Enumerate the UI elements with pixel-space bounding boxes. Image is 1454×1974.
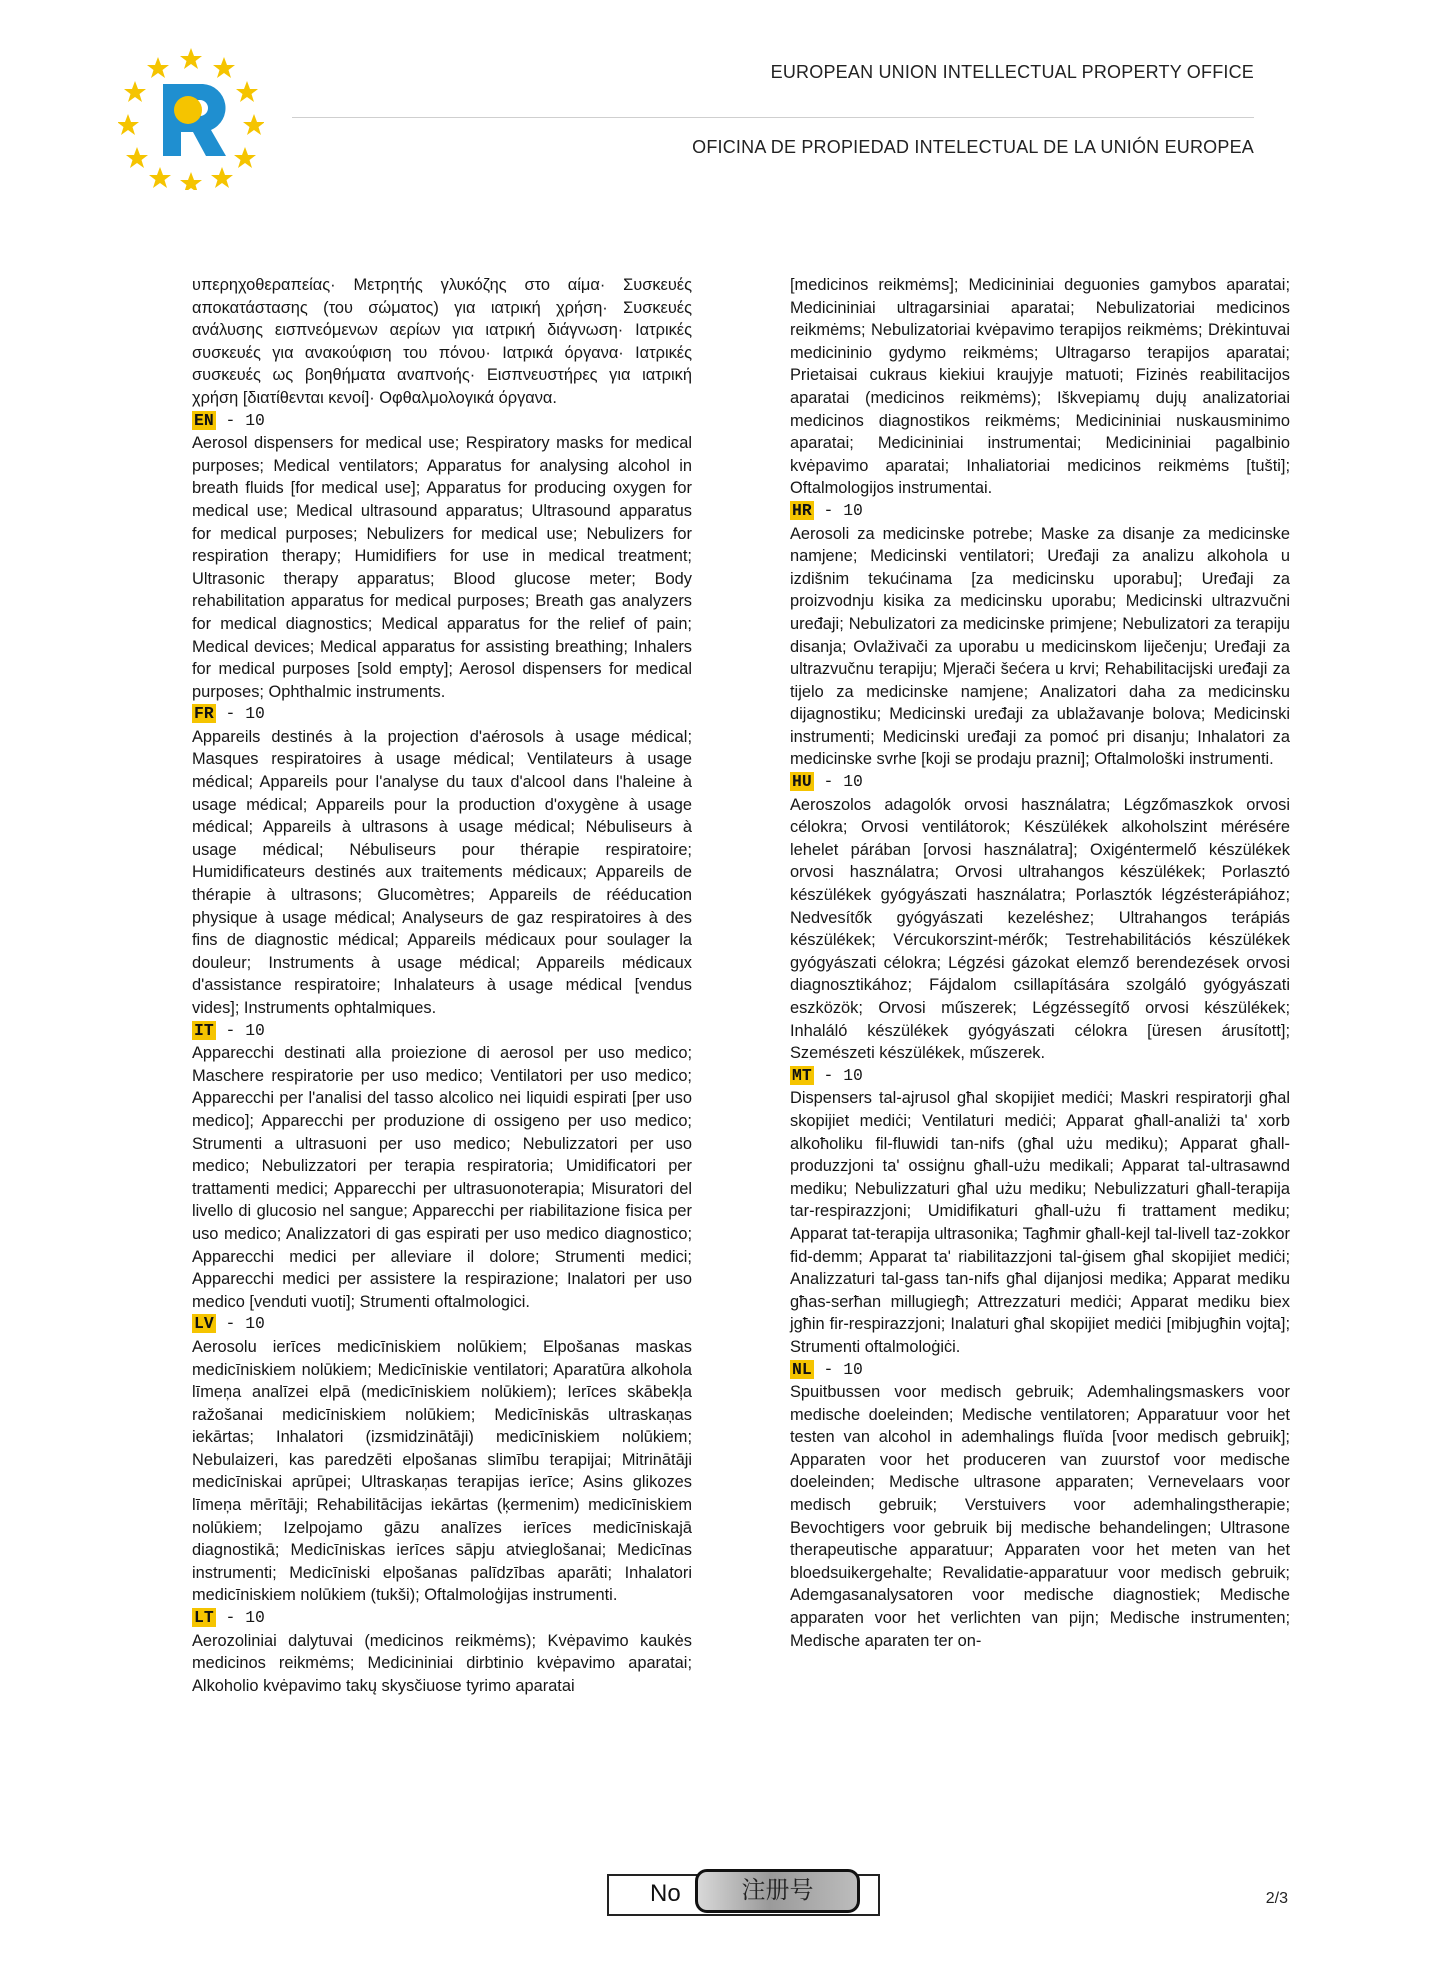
- lang-code-badge: HR: [792, 500, 812, 520]
- header-divider: [292, 117, 1254, 118]
- lang-heading-lt: [192, 1607, 692, 1630]
- class-number: - 10: [225, 410, 265, 430]
- goods-text-fr: Appareils destinés à la projection d'aérosols à usage médical; Masques respiratoires à usage médical; Ventilateurs à usage médical; Appareils pour l'analyse du taux d'alcool dans l'haleine à usage médical; Appareils pour la production d'oxygène à usage médical; Appareils à ultrasons à usage médical; Nébuliseurs à usage médical; Nébuliseurs pour thérapie respiratoire; Humidificateurs destinés aux traitements médicaux; Appareils de thérapie à ultrasons; Glucomètres; Appareils de rééducation physique à usage médical; Analyseurs de gaz respiratoires à des fins de diagnostic médical; Appareils médicaux pour soulager la douleur; Instruments à usage médical; Appareils médicaux d'assistance respiratoire; Inhalateurs à usage médical [vendus vides]; Instruments ophtalmiques.: [192, 727, 692, 1017]
- lang-heading-mt: [790, 1065, 1290, 1088]
- goods-text-hr: Aerosoli za medicinske potrebe; Maske za disanje za medicinske namjene; Medicinski ventilatori; Uređaji za analizu alkohola u izdišnim tekućinama [za medicinsku uporabu]; Uređaji za proizvodnju kisika za medicinsku uporabu; Medicinski ultrazvučni uređaji; Nebulizatori za medicinske primjene; Nebulizatori za terapiju disanja; Ovlaživači za uporabu u medicinskom liječenju; Uređaji za ultrazvučnu terapiju; Mjerači šećera u krvi; Rehabilitacijski uređaji za tijelo za medicinske namjene; Analizatori daha za medicinsku dijagnostiku; Medicinski uređaji za ublažavanje bolova; Medicinski instrumenti; Medicinski uređaji za pomoć pri disanju; Inhalatori za medicinske svrhe [koji se prodaju prazni]; Oftalmološki instrumenti.: [790, 524, 1290, 769]
- greek-continuation-text: υπερηχοθεραπείας· Μετρητής γλυκόζης στο αίμα· Συσκευές αποκατάστασης (του σώματος) για ιατρική χρήση· Συσκευές ανάλυσης εισπνεόμενων αερίων για ιατρική διάγνωση· Ιατρικές συσκευές για ανακούφιση του πόνου· Ιατρικά όργανα· Ιατρικές συσκευές ως βοηθήματα αναπνοής· Εισπνευστήρες για ιατρική χρήση [διατίθενται κενοί]· Οφθαλμολογικά όργανα.: [192, 276, 692, 407]
- lang-code-badge: LT: [194, 1608, 214, 1628]
- lang-code-badge: NL: [792, 1359, 812, 1379]
- lang-heading-lv: [192, 1313, 692, 1336]
- goods-text-mt: Dispensers tal-ajrusol għal skopijiet mediċi; Maskri respiratorji għal skopijiet mediċi; Ventilaturi mediċi; Apparat għall-analiżi ta' xorb alkoħoliku fil-fluwidi tan-nifs (għal użu mediku); Apparat għall-produzzjoni ta' ossiġnu għall-użu medikali; Apparat tal-ultrasawnd mediku; Nebulizzaturi għal użu mediku; Nebulizzaturi għall-terapija tar-respirazzjoni; Umidifikaturi għall-użu fi trattament mediku; Apparat tat-terapija ultrasonika; Tagħmir għall-kejl tal-livell taz-zokkor fid-demm; Apparat ta' riabilitazzjoni tal-ġisem għal skopijiet mediċi; Analizzaturi tal-gass tan-nifs għal dijanjosi medika; Apparat mediku għas-serħan millugiegħ; Attrezzaturi mediċi; Apparat mediku biex jgħin fir-respirazzjoni; Inalaturi għal skopijiet mediċi [mibjugħin vojta]; Strumenti oftalmoloġiċi.: [790, 1089, 1290, 1356]
- lang-code-badge: FR: [194, 704, 214, 724]
- goods-text-it: Apparecchi destinati alla proiezione di aerosol per uso medico; Maschere respiratorie per uso medico; Ventilatori per uso medico; Apparecchi per l'analisi del tasso alcolico nei liquidi espirati [per uso medico]; Apparecchi per produzione di ossigeno per uso medico; Strumenti a ultrasuoni per uso medico; Nebulizzatori per uso medico; Nebulizzatori per terapia respiratoria; Umidificatori per trattamenti medici; Apparecchi per ultrasuonoterapia; Misuratori del livello di glucosio nel sangue; Apparecchi per riabilitazione fisica per uso medico; Analizzatori di gas espirati per uso medico diagnostico; Apparecchi medici per alleviare il dolore; Strumenti medici; Apparecchi medici per assistere la respirazione; Inalatori per uso medico [venduti vuoti]; Strumenti oftalmologici.: [192, 1044, 692, 1311]
- class-number: - 10: [225, 704, 265, 724]
- class-number: - 10: [225, 1314, 265, 1334]
- class-number: - 10: [823, 500, 863, 520]
- header-office-name-en: EUROPEAN UNION INTELLECTUAL PROPERTY OFFICE: [770, 62, 1254, 82]
- goods-text-lt: Aerozoliniai dalytuvai (medicinos reikmėms); Kvėpavimo kaukės medicinos reikmėms; Medicininiai dirbtinio kvėpavimo aparatai; Alkoholio kvėpavimo takų skysčiuose tyrimo aparatai: [192, 1631, 692, 1695]
- lt-continuation-text: [medicinos reikmėms]; Medicininiai deguonies gamybos aparatai; Medicininiai ultragarsiniai aparatai; Nebulizatoriai medicinos reikmėms; Nebulizatoriai kvėpavimo terapijos reikmėms; Drėkintuvai medicininio gydymo reikmėms; Ultragarso terapijos aparatai; Prietaisai cukraus kiekiui kraujyje matuoti; Fizinės reabilitacijos aparatai (medicinos reikmėms); Iškvepiamų dujų analizatoriai medicinos diagnostikos reikmėms; Medicininiai nuskausminimo aparatai; Medicininiai instrumentai; Medicininiai pagalbinio kvėpavimo aparatai; Inhaliatoriai medicinos reikmėms [tušti]; Oftalmologijos instrumentai.: [790, 276, 1290, 498]
- class-number: - 10: [225, 1020, 265, 1040]
- lang-code-badge: MT: [792, 1065, 812, 1085]
- lang-code-badge: IT: [194, 1020, 214, 1040]
- registration-number-redacted: 注册号: [695, 1869, 860, 1913]
- page-number: 2/3: [1265, 1890, 1288, 1907]
- goods-text-hu: Aeroszolos adagolók orvosi használatra; Légzőmaszkok orvosi célokra; Orvosi ventilátorok; Készülékek alkoholszint mérésére lehelet párában [orvosi használatra]; Oxigéntermelő készülékek orvosi használatra; Orvosi ultrahangos készülékek; Porlasztó készülékek gyógyászati használatra; Porlasztók légzésterápiához; Nedvesítők gyógyászati kezeléshez; Ultrahangos terápiás készülékek; Vércukorszint-mérők; Testrehabilitációs készülékek gyógyászati célokra; Légzési gázokat elemző berendezések orvosi diagnosztikához; Fájdalom csillapítására szolgáló gyógyászati eszközök; Orvosi műszerek; Légzéssegítő orvosi készülékek; Inhaláló készülékek gyógyászati célokra [üresen árusított]; Szemészeti készülékek, műszerek.: [790, 795, 1290, 1063]
- r-dot-icon: [174, 96, 202, 124]
- lang-heading-hu: [790, 771, 1290, 794]
- class-number: - 10: [823, 1359, 863, 1379]
- lang-code-badge: EN: [194, 410, 214, 430]
- lang-heading-hr: [790, 500, 1290, 523]
- lang-heading-en: [192, 410, 692, 433]
- left-column: [192, 274, 692, 1697]
- lang-code-badge: HU: [792, 772, 812, 792]
- lang-heading-nl: [790, 1359, 1290, 1382]
- class-number: - 10: [823, 1065, 863, 1085]
- lang-heading-it: [192, 1020, 692, 1043]
- registration-no-label: No: [650, 1880, 681, 1907]
- goods-text-lv: Aerosolu ierīces medicīniskiem nolūkiem; Elpošanas maskas medicīniskiem nolūkiem; Medicīniskie ventilatori; Aparatūra alkohola līmeņa analīzei elpā (medicīniskiem nolūkiem); Ierīces skābekļa ražošanai medicīniskiem nolūkiem; Medicīniskās ultraskaņas iekārtas; Inhalatori (izsmidzinātāji) medicīniskiem nolūkiem; Nebulaizeri, kas paredzēti elpošanas slimību terapijai; Mitrinātāji medicīniskai aprūpei; Ultraskaņas terapijas ierīce; Asins glikozes līmeņa mērītāji; Rehabilitācijas iekārtas (ķermenim) medicīniskiem nolūkiem; Izelpojamo gāzu analīzes ierīces medicīniskajā diagnostikā; Medicīniskas ierīces sāpju atvieglošanai; Medicīnas instrumenti; Medicīniski elpošanas palīdzības aparāti; Inhalatori medicīniskiem nolūkiem (tukši); Oftalmoloģijas instrumenti.: [192, 1337, 692, 1605]
- lang-code-badge: LV: [194, 1314, 214, 1334]
- header-office-name-es: OFICINA DE PROPIEDAD INTELECTUAL DE LA UNIÓN EUROPEA: [692, 137, 1254, 157]
- lang-heading-fr: [192, 703, 692, 726]
- right-column: [790, 274, 1290, 1652]
- class-number: - 10: [823, 772, 863, 792]
- class-number: - 10: [225, 1608, 265, 1628]
- euipo-logo-icon: [118, 44, 264, 190]
- goods-text-nl: Spuitbussen voor medisch gebruik; Ademhalingsmaskers voor medische doeleinden; Medische ventilatoren; Apparatuur voor het testen van alcohol in ademhalings fluïda [voor medisch gebruik]; Apparaten voor het produceren van zuurstof voor medische doeleinden; Medische ultrasone apparaten; Vernevelaars voor medisch gebruik; Verstuivers voor ademhalingstherapie; Bevochtigers voor gebruik bij medische behandelingen; Ultrasone therapeutische apparatuur; Apparaten voor het meten van het bloedsuikergehalte; Revalidatie-apparatuur voor medisch gebruik; Ademgasanalysatoren voor medische diagnostiek; Medische apparaten voor het verlichten van pijn; Medische instrumenten; Medische aparaten ter on-: [790, 1383, 1290, 1650]
- goods-text-en: Aerosol dispensers for medical use; Respiratory masks for medical purposes; Medical ventilators; Apparatus for analysing alcohol in breath fluids [for medical use]; Apparatus for producing oxygen for medical use; Medical ultrasound apparatus; Ultrasound apparatus for medical purposes; Nebulizers for medical use; Nebulizers for respiration therapy; Humidifiers for use in medical treatment; Ultrasonic therapy apparatus; Blood glucose meter; Body rehabilitation apparatus for medical purposes; Breath gas analyzers for medical diagnostics; Medical apparatus for the relief of pain; Medical devices; Medical apparatus for assisting breathing; Inhalers for medical purposes [sold empty]; Aerosol dispensers for medical purposes; Ophthalmic instruments.: [192, 434, 692, 701]
